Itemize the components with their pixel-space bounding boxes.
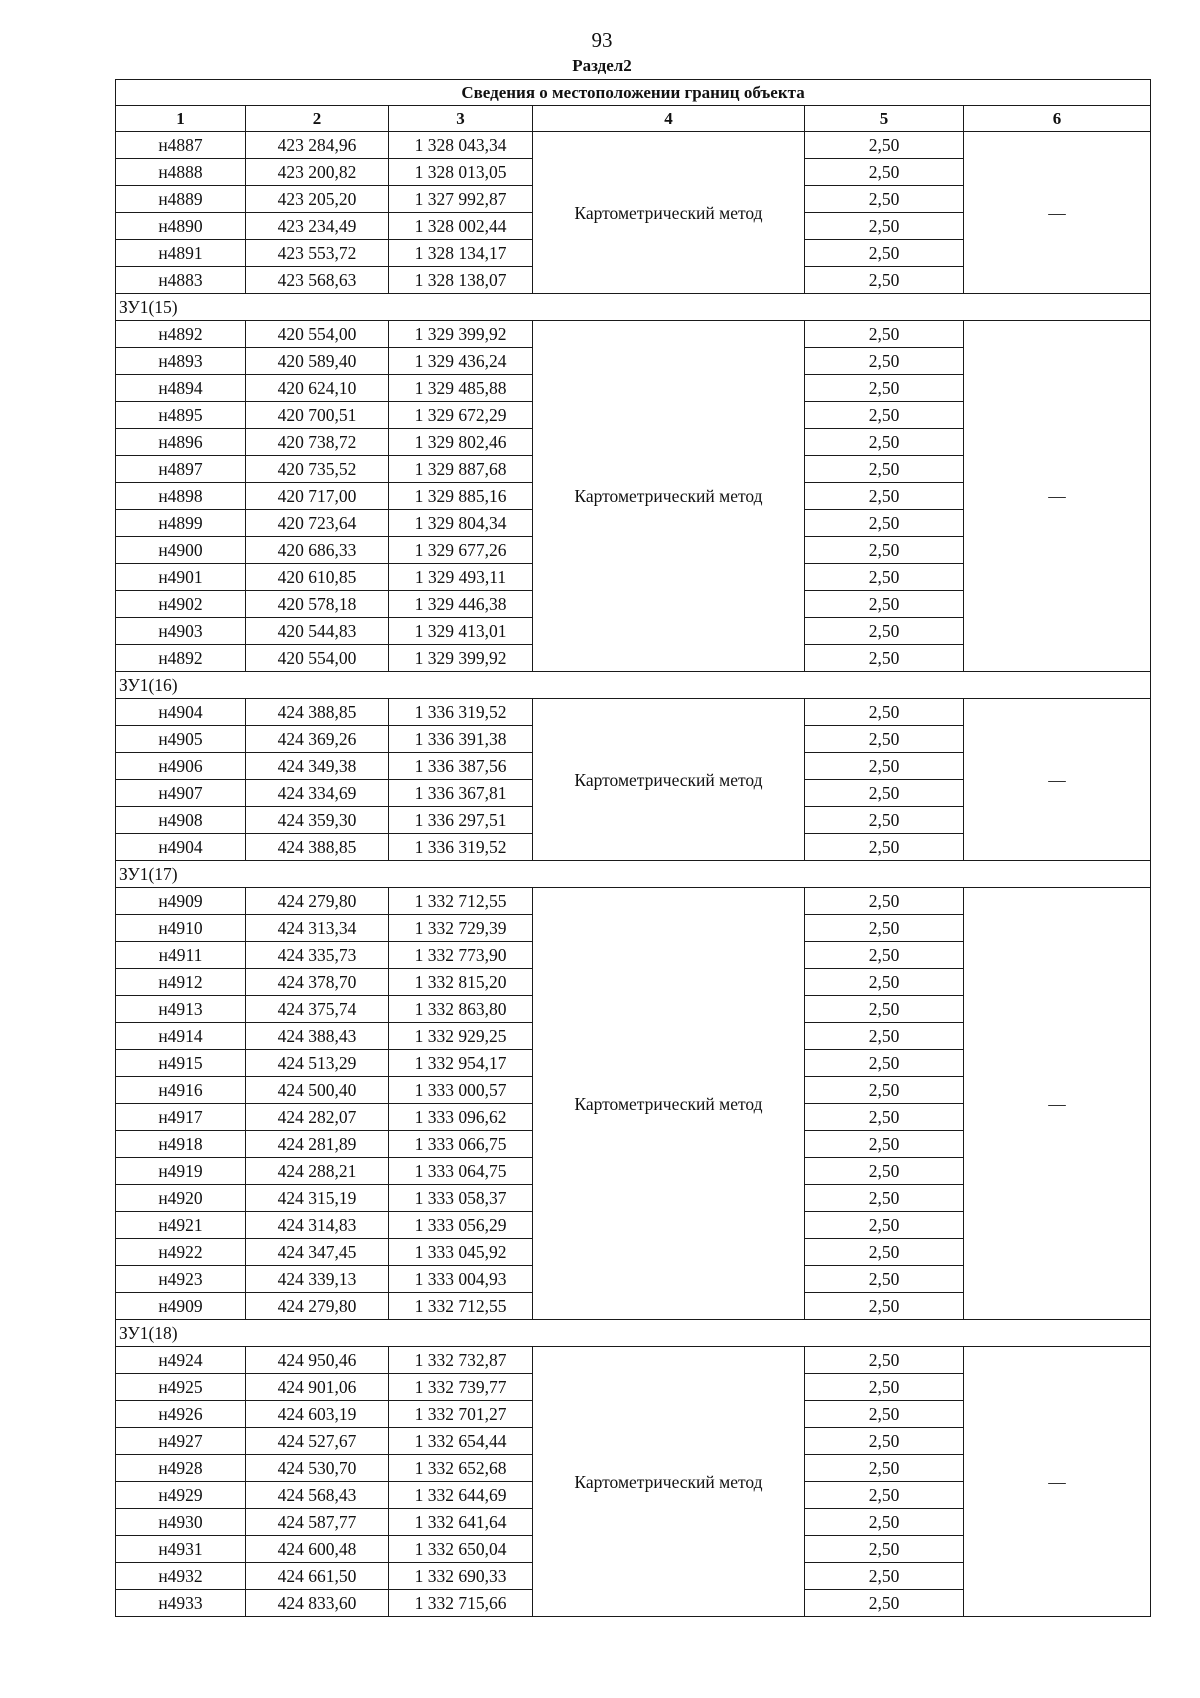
x-coordinate-cell: 420 686,33 [246, 537, 389, 564]
accuracy-cell: 2,50 [805, 240, 964, 267]
note-cell: — [964, 1347, 1151, 1617]
accuracy-cell: 2,50 [805, 1455, 964, 1482]
y-coordinate-cell: 1 333 045,92 [389, 1239, 533, 1266]
accuracy-cell: 2,50 [805, 1563, 964, 1590]
y-coordinate-cell: 1 329 399,92 [389, 645, 533, 672]
method-cell: Картометрический метод [533, 888, 805, 1320]
y-coordinate-cell: 1 329 413,01 [389, 618, 533, 645]
point-name-cell: н4904 [116, 834, 246, 861]
accuracy-cell: 2,50 [805, 1590, 964, 1617]
point-name-cell: н4933 [116, 1590, 246, 1617]
accuracy-cell: 2,50 [805, 186, 964, 213]
section-title: Раздел2 [572, 56, 632, 75]
group-label: ЗУ1(18) [116, 1320, 1151, 1347]
point-name-cell: н4892 [116, 321, 246, 348]
accuracy-cell: 2,50 [805, 1374, 964, 1401]
y-coordinate-cell: 1 329 887,68 [389, 456, 533, 483]
x-coordinate-cell: 424 600,48 [246, 1536, 389, 1563]
x-coordinate-cell: 424 603,19 [246, 1401, 389, 1428]
x-coordinate-cell: 420 589,40 [246, 348, 389, 375]
x-coordinate-cell: 420 738,72 [246, 429, 389, 456]
point-name-cell: н4929 [116, 1482, 246, 1509]
accuracy-cell: 2,50 [805, 402, 964, 429]
column-header: 5 [805, 106, 964, 132]
x-coordinate-cell: 424 369,26 [246, 726, 389, 753]
accuracy-cell: 2,50 [805, 807, 964, 834]
table-row [116, 699, 1151, 726]
point-name-cell: н4915 [116, 1050, 246, 1077]
x-coordinate-cell: 423 553,72 [246, 240, 389, 267]
point-name-cell: н4891 [116, 240, 246, 267]
accuracy-cell: 2,50 [805, 1401, 964, 1428]
group-label-row [116, 1320, 1151, 1347]
x-coordinate-cell: 424 661,50 [246, 1563, 389, 1590]
y-coordinate-cell: 1 332 732,87 [389, 1347, 533, 1374]
y-coordinate-cell: 1 333 000,57 [389, 1077, 533, 1104]
y-coordinate-cell: 1 328 138,07 [389, 267, 533, 294]
accuracy-cell: 2,50 [805, 321, 964, 348]
note-cell: — [964, 699, 1151, 861]
table-caption: Сведения о местоположении границ объекта [116, 80, 1151, 106]
x-coordinate-cell: 424 315,19 [246, 1185, 389, 1212]
accuracy-cell: 2,50 [805, 1185, 964, 1212]
point-name-cell: н4913 [116, 996, 246, 1023]
accuracy-cell: 2,50 [805, 483, 964, 510]
x-coordinate-cell: 424 513,29 [246, 1050, 389, 1077]
x-coordinate-cell: 424 349,38 [246, 753, 389, 780]
point-name-cell: н4899 [116, 510, 246, 537]
column-header: 6 [964, 106, 1151, 132]
point-name-cell: н4903 [116, 618, 246, 645]
x-coordinate-cell: 424 568,43 [246, 1482, 389, 1509]
accuracy-cell: 2,50 [805, 537, 964, 564]
method-cell: Картометрический метод [533, 132, 805, 294]
x-coordinate-cell: 424 388,85 [246, 834, 389, 861]
x-coordinate-cell: 420 735,52 [246, 456, 389, 483]
point-name-cell: н4931 [116, 1536, 246, 1563]
note-cell: — [964, 321, 1151, 672]
y-coordinate-cell: 1 332 654,44 [389, 1428, 533, 1455]
x-coordinate-cell: 423 200,82 [246, 159, 389, 186]
y-coordinate-cell: 1 336 297,51 [389, 807, 533, 834]
point-name-cell: н4890 [116, 213, 246, 240]
y-coordinate-cell: 1 332 652,68 [389, 1455, 533, 1482]
y-coordinate-cell: 1 329 677,26 [389, 537, 533, 564]
x-coordinate-cell: 424 279,80 [246, 888, 389, 915]
x-coordinate-cell: 424 347,45 [246, 1239, 389, 1266]
note-cell: — [964, 888, 1151, 1320]
accuracy-cell: 2,50 [805, 1239, 964, 1266]
y-coordinate-cell: 1 332 641,64 [389, 1509, 533, 1536]
accuracy-cell: 2,50 [805, 1104, 964, 1131]
accuracy-cell: 2,50 [805, 456, 964, 483]
y-coordinate-cell: 1 332 712,55 [389, 1293, 533, 1320]
point-name-cell: н4927 [116, 1428, 246, 1455]
point-name-cell: н4924 [116, 1347, 246, 1374]
point-name-cell: н4909 [116, 1293, 246, 1320]
y-coordinate-cell: 1 332 863,80 [389, 996, 533, 1023]
column-header: 4 [533, 106, 805, 132]
y-coordinate-cell: 1 329 436,24 [389, 348, 533, 375]
point-name-cell: н4887 [116, 132, 246, 159]
accuracy-cell: 2,50 [805, 1266, 964, 1293]
point-name-cell: н4893 [116, 348, 246, 375]
x-coordinate-cell: 424 288,21 [246, 1158, 389, 1185]
x-coordinate-cell: 423 284,96 [246, 132, 389, 159]
y-coordinate-cell: 1 329 802,46 [389, 429, 533, 456]
accuracy-cell: 2,50 [805, 969, 964, 996]
x-coordinate-cell: 424 359,30 [246, 807, 389, 834]
x-coordinate-cell: 420 544,83 [246, 618, 389, 645]
point-name-cell: н4930 [116, 1509, 246, 1536]
point-name-cell: н4894 [116, 375, 246, 402]
point-name-cell: н4909 [116, 888, 246, 915]
point-name-cell: н4902 [116, 591, 246, 618]
y-coordinate-cell: 1 332 650,04 [389, 1536, 533, 1563]
point-name-cell: н4896 [116, 429, 246, 456]
accuracy-cell: 2,50 [805, 915, 964, 942]
y-coordinate-cell: 1 333 064,75 [389, 1158, 533, 1185]
x-coordinate-cell: 424 388,43 [246, 1023, 389, 1050]
x-coordinate-cell: 424 334,69 [246, 780, 389, 807]
point-name-cell: н4900 [116, 537, 246, 564]
table-row [116, 132, 1151, 159]
table-row [116, 888, 1151, 915]
accuracy-cell: 2,50 [805, 1347, 964, 1374]
x-coordinate-cell: 424 901,06 [246, 1374, 389, 1401]
accuracy-cell: 2,50 [805, 1158, 964, 1185]
point-name-cell: н4912 [116, 969, 246, 996]
boundary-table [115, 79, 1151, 1617]
point-name-cell: н4904 [116, 699, 246, 726]
x-coordinate-cell: 420 554,00 [246, 321, 389, 348]
y-coordinate-cell: 1 333 056,29 [389, 1212, 533, 1239]
table-row [116, 1347, 1151, 1374]
y-coordinate-cell: 1 332 644,69 [389, 1482, 533, 1509]
y-coordinate-cell: 1 332 729,39 [389, 915, 533, 942]
point-name-cell: н4921 [116, 1212, 246, 1239]
y-coordinate-cell: 1 332 815,20 [389, 969, 533, 996]
accuracy-cell: 2,50 [805, 1482, 964, 1509]
point-name-cell: н4895 [116, 402, 246, 429]
x-coordinate-cell: 423 234,49 [246, 213, 389, 240]
point-name-cell: н4888 [116, 159, 246, 186]
accuracy-cell: 2,50 [805, 348, 964, 375]
accuracy-cell: 2,50 [805, 159, 964, 186]
table-row [116, 321, 1151, 348]
column-header: 3 [389, 106, 533, 132]
x-coordinate-cell: 420 624,10 [246, 375, 389, 402]
point-name-cell: н4911 [116, 942, 246, 969]
accuracy-cell: 2,50 [805, 591, 964, 618]
y-coordinate-cell: 1 336 367,81 [389, 780, 533, 807]
accuracy-cell: 2,50 [805, 564, 964, 591]
x-coordinate-cell: 424 587,77 [246, 1509, 389, 1536]
x-coordinate-cell: 424 388,85 [246, 699, 389, 726]
y-coordinate-cell: 1 328 134,17 [389, 240, 533, 267]
y-coordinate-cell: 1 332 929,25 [389, 1023, 533, 1050]
table-caption-row [116, 80, 1151, 106]
point-name-cell: н4919 [116, 1158, 246, 1185]
y-coordinate-cell: 1 333 066,75 [389, 1131, 533, 1158]
accuracy-cell: 2,50 [805, 888, 964, 915]
method-cell: Картометрический метод [533, 1347, 805, 1617]
note-cell: — [964, 132, 1151, 294]
y-coordinate-cell: 1 336 319,52 [389, 699, 533, 726]
point-name-cell: н4926 [116, 1401, 246, 1428]
accuracy-cell: 2,50 [805, 510, 964, 537]
method-cell: Картометрический метод [533, 321, 805, 672]
accuracy-cell: 2,50 [805, 834, 964, 861]
point-name-cell: н4917 [116, 1104, 246, 1131]
accuracy-cell: 2,50 [805, 1131, 964, 1158]
y-coordinate-cell: 1 328 013,05 [389, 159, 533, 186]
x-coordinate-cell: 424 378,70 [246, 969, 389, 996]
y-coordinate-cell: 1 333 058,37 [389, 1185, 533, 1212]
point-name-cell: н4908 [116, 807, 246, 834]
page-number: 93 [591, 28, 613, 52]
table-header-row [116, 106, 1151, 132]
point-name-cell: н4922 [116, 1239, 246, 1266]
accuracy-cell: 2,50 [805, 1050, 964, 1077]
y-coordinate-cell: 1 329 672,29 [389, 402, 533, 429]
point-name-cell: н4918 [116, 1131, 246, 1158]
accuracy-cell: 2,50 [805, 267, 964, 294]
point-name-cell: н4932 [116, 1563, 246, 1590]
y-coordinate-cell: 1 329 885,16 [389, 483, 533, 510]
point-name-cell: н4916 [116, 1077, 246, 1104]
y-coordinate-cell: 1 336 391,38 [389, 726, 533, 753]
y-coordinate-cell: 1 329 804,34 [389, 510, 533, 537]
point-name-cell: н4883 [116, 267, 246, 294]
x-coordinate-cell: 420 700,51 [246, 402, 389, 429]
accuracy-cell: 2,50 [805, 429, 964, 456]
group-label-row [116, 672, 1151, 699]
accuracy-cell: 2,50 [805, 726, 964, 753]
accuracy-cell: 2,50 [805, 1212, 964, 1239]
x-coordinate-cell: 420 610,85 [246, 564, 389, 591]
y-coordinate-cell: 1 328 043,34 [389, 132, 533, 159]
accuracy-cell: 2,50 [805, 645, 964, 672]
y-coordinate-cell: 1 333 004,93 [389, 1266, 533, 1293]
y-coordinate-cell: 1 329 485,88 [389, 375, 533, 402]
group-label: ЗУ1(16) [116, 672, 1151, 699]
x-coordinate-cell: 424 375,74 [246, 996, 389, 1023]
x-coordinate-cell: 424 281,89 [246, 1131, 389, 1158]
point-name-cell: н4892 [116, 645, 246, 672]
x-coordinate-cell: 420 578,18 [246, 591, 389, 618]
x-coordinate-cell: 420 723,64 [246, 510, 389, 537]
x-coordinate-cell: 424 530,70 [246, 1455, 389, 1482]
x-coordinate-cell: 423 205,20 [246, 186, 389, 213]
y-coordinate-cell: 1 333 096,62 [389, 1104, 533, 1131]
group-label-row [116, 294, 1151, 321]
y-coordinate-cell: 1 332 712,55 [389, 888, 533, 915]
table-body [116, 80, 1151, 1617]
x-coordinate-cell: 424 335,73 [246, 942, 389, 969]
x-coordinate-cell: 424 279,80 [246, 1293, 389, 1320]
point-name-cell: н4910 [116, 915, 246, 942]
accuracy-cell: 2,50 [805, 996, 964, 1023]
point-name-cell: н4898 [116, 483, 246, 510]
y-coordinate-cell: 1 332 690,33 [389, 1563, 533, 1590]
accuracy-cell: 2,50 [805, 942, 964, 969]
y-coordinate-cell: 1 332 773,90 [389, 942, 533, 969]
point-name-cell: н4923 [116, 1266, 246, 1293]
point-name-cell: н4914 [116, 1023, 246, 1050]
column-header: 2 [246, 106, 389, 132]
point-name-cell: н4906 [116, 753, 246, 780]
group-label-row [116, 861, 1151, 888]
x-coordinate-cell: 424 500,40 [246, 1077, 389, 1104]
y-coordinate-cell: 1 329 399,92 [389, 321, 533, 348]
y-coordinate-cell: 1 332 701,27 [389, 1401, 533, 1428]
point-name-cell: н4889 [116, 186, 246, 213]
accuracy-cell: 2,50 [805, 375, 964, 402]
x-coordinate-cell: 424 339,13 [246, 1266, 389, 1293]
y-coordinate-cell: 1 336 387,56 [389, 753, 533, 780]
x-coordinate-cell: 424 950,46 [246, 1347, 389, 1374]
x-coordinate-cell: 424 314,83 [246, 1212, 389, 1239]
accuracy-cell: 2,50 [805, 1077, 964, 1104]
accuracy-cell: 2,50 [805, 699, 964, 726]
point-name-cell: н4925 [116, 1374, 246, 1401]
method-cell: Картометрический метод [533, 699, 805, 861]
group-label: ЗУ1(15) [116, 294, 1151, 321]
y-coordinate-cell: 1 336 319,52 [389, 834, 533, 861]
accuracy-cell: 2,50 [805, 753, 964, 780]
x-coordinate-cell: 424 282,07 [246, 1104, 389, 1131]
x-coordinate-cell: 424 833,60 [246, 1590, 389, 1617]
accuracy-cell: 2,50 [805, 780, 964, 807]
x-coordinate-cell: 420 717,00 [246, 483, 389, 510]
y-coordinate-cell: 1 328 002,44 [389, 213, 533, 240]
point-name-cell: н4901 [116, 564, 246, 591]
x-coordinate-cell: 424 527,67 [246, 1428, 389, 1455]
y-coordinate-cell: 1 327 992,87 [389, 186, 533, 213]
group-label: ЗУ1(17) [116, 861, 1151, 888]
point-name-cell: н4928 [116, 1455, 246, 1482]
point-name-cell: н4907 [116, 780, 246, 807]
accuracy-cell: 2,50 [805, 1509, 964, 1536]
y-coordinate-cell: 1 332 739,77 [389, 1374, 533, 1401]
x-coordinate-cell: 424 313,34 [246, 915, 389, 942]
accuracy-cell: 2,50 [805, 1536, 964, 1563]
x-coordinate-cell: 420 554,00 [246, 645, 389, 672]
y-coordinate-cell: 1 332 715,66 [389, 1590, 533, 1617]
y-coordinate-cell: 1 329 446,38 [389, 591, 533, 618]
accuracy-cell: 2,50 [805, 213, 964, 240]
accuracy-cell: 2,50 [805, 1428, 964, 1455]
point-name-cell: н4897 [116, 456, 246, 483]
y-coordinate-cell: 1 329 493,11 [389, 564, 533, 591]
accuracy-cell: 2,50 [805, 618, 964, 645]
y-coordinate-cell: 1 332 954,17 [389, 1050, 533, 1077]
accuracy-cell: 2,50 [805, 1023, 964, 1050]
accuracy-cell: 2,50 [805, 132, 964, 159]
accuracy-cell: 2,50 [805, 1293, 964, 1320]
column-header: 1 [116, 106, 246, 132]
point-name-cell: н4905 [116, 726, 246, 753]
x-coordinate-cell: 423 568,63 [246, 267, 389, 294]
point-name-cell: н4920 [116, 1185, 246, 1212]
